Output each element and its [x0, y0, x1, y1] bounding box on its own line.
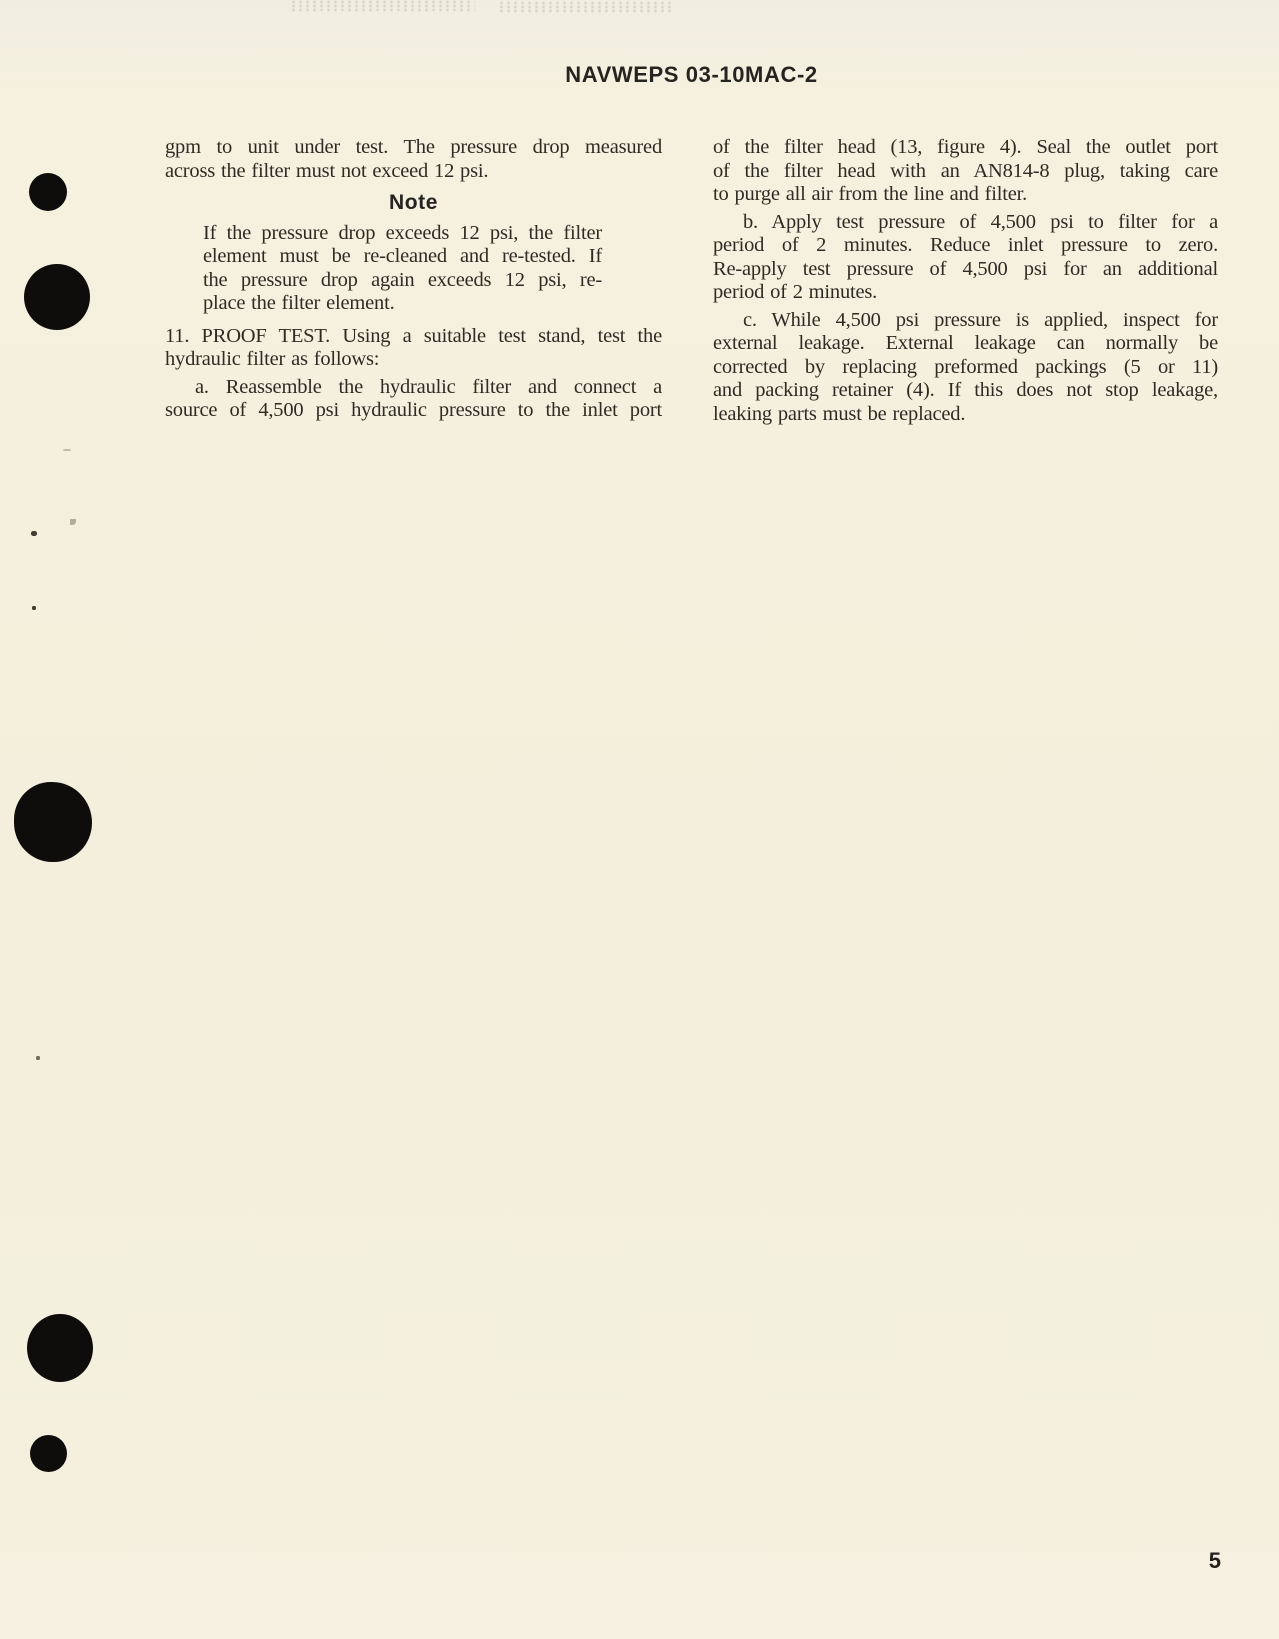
- paragraph-c: [713, 309, 1218, 427]
- text-line: Re-apply test pressure of 4,500 psi for an additional: [713, 257, 1218, 280]
- text-line: corrected by replacing preformed packings (5 or 11): [713, 355, 1218, 378]
- text-line: If the pressure drop exceeds 12 psi, the filter: [203, 221, 602, 244]
- text-line: a. Reassemble the hydraulic filter and connect a: [195, 375, 662, 398]
- page-number: 5: [1208, 1548, 1221, 1573]
- text-line: source of 4,500 psi hydraulic pressure to the inlet port: [165, 399, 662, 421]
- note-heading: Note: [388, 191, 439, 214]
- paragraph-11-proof-test: [165, 325, 662, 372]
- text-line: to purge all air from the line and filter.: [713, 183, 1028, 205]
- left-column: [165, 136, 662, 423]
- text-line: of the filter head (13, figure 4). Seal the outlet port: [713, 136, 1218, 158]
- paragraph-continuation-left: [165, 136, 662, 183]
- paragraph-b: [713, 211, 1218, 305]
- text-line: c. While 4,500 psi pressure is applied, inspect for: [743, 308, 1218, 331]
- text-line: across the filter must not exceed 12 psi.: [165, 159, 489, 182]
- text-line: gpm to unit under test. The pressure drop measured: [165, 136, 662, 158]
- paragraph-continuation-right: [713, 136, 1218, 207]
- ink-dot: [29, 173, 67, 211]
- margin-speck: [32, 606, 36, 610]
- ink-dot: [30, 1435, 67, 1472]
- text-line: of the filter head with an AN814-8 plug, taking care: [713, 159, 1218, 182]
- text-line: place the filter element.: [203, 292, 395, 314]
- text-line: and packing retainer (4). If this does not stop leakage,: [713, 379, 1218, 401]
- page-header-title: NAVWEPS 03-10MAC-2: [565, 62, 818, 87]
- text-line: 11. PROOF TEST. Using a suitable test stand, test the: [165, 324, 662, 347]
- text-line: period of 2 minutes. Reduce inlet pressure to zero.: [713, 234, 1218, 256]
- text-line: leaking parts must be replaced.: [713, 402, 966, 425]
- text-line: element must be re-cleaned and re-tested. If: [203, 245, 602, 267]
- ink-dot: [27, 1314, 93, 1382]
- paragraph-a: [165, 376, 662, 423]
- margin-speck: [63, 449, 71, 451]
- text-line: hydraulic filter as follows:: [165, 348, 380, 370]
- right-column: [713, 136, 1218, 426]
- margin-speck: [31, 531, 37, 536]
- text-line: b. Apply test pressure of 4,500 psi to filter for a: [743, 210, 1218, 233]
- text-line: the pressure drop again exceeds 12 psi, re-: [203, 268, 602, 291]
- ink-dot: [14, 782, 92, 862]
- text-line: period of 2 minutes.: [713, 281, 878, 303]
- margin-speck: [36, 1056, 40, 1060]
- note-paragraph: [203, 222, 602, 316]
- scan-smudge: [498, 1, 673, 14]
- ink-dot: [24, 264, 90, 330]
- text-line: external leakage. External leakage can normally be: [713, 332, 1218, 354]
- margin-speck: [70, 519, 76, 525]
- scan-smudge: [290, 0, 475, 13]
